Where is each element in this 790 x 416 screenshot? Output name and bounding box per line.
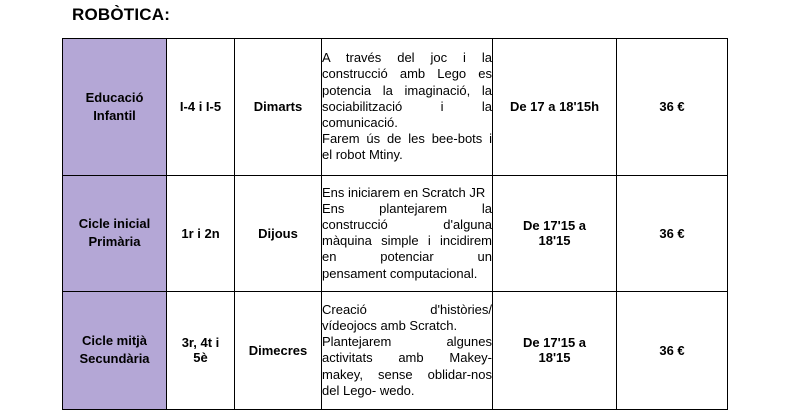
description-line: construcció d'alguna (322, 217, 492, 232)
description-line: potencia la imaginació, la (322, 82, 492, 98)
level-line: Cicle mitjà (81, 333, 148, 349)
group-line: 3r, 4t i (181, 335, 220, 351)
description-line: pensament computacional. (322, 265, 478, 281)
group-cell: 1r i 2n (167, 175, 235, 291)
description-line: en potenciar un (322, 249, 492, 265)
description-cell (322, 175, 493, 291)
description-line: vídeojocs amb Scratch. (322, 317, 458, 333)
description-line: del Lego- wedo. (322, 382, 415, 398)
price-cell: 36 € (617, 175, 728, 291)
day-cell: Dimarts (235, 39, 322, 176)
group-cell: I-4 i I-5 (167, 39, 235, 176)
price-cell: 36 € (617, 39, 728, 176)
day-cell: Dijous (235, 175, 322, 291)
level-line: Primària (88, 234, 141, 250)
level-line: Secundària (79, 351, 150, 367)
description-line: makey, sense oblidar-nos (322, 366, 492, 382)
description-line: sociabilització i la (322, 98, 492, 114)
description-line: Ens iniciarem en Scratch JR (322, 184, 486, 200)
description-line: Plantejarem algunes (322, 334, 492, 350)
description-line: construcció amb Lego es (322, 66, 492, 82)
time-line: De 17 a 18'15h (509, 99, 600, 115)
level-line: Infantil (93, 107, 136, 123)
description-line: activitats amb Makey- (322, 350, 492, 366)
time-cell (493, 39, 617, 176)
description-line: A través del joc i la (322, 50, 492, 66)
description-line: Ens plantejarem la (322, 200, 492, 216)
description-line: Creació d'històries/ (322, 301, 492, 317)
time-line: 18'15 (538, 350, 571, 366)
level-cell (63, 39, 167, 176)
time-line: De 17'15 a (522, 335, 587, 351)
time-line: 18'15 (538, 233, 571, 249)
level-line: Cicle inicial (78, 216, 151, 232)
description-line: comunicació. (322, 114, 398, 130)
table-row (63, 175, 728, 291)
page-heading: ROBÒTICA: (72, 5, 171, 24)
robotics-schedule-table (62, 38, 728, 410)
table-row (63, 39, 728, 176)
time-line: De 17'15 a (522, 218, 587, 234)
level-cell (63, 175, 167, 291)
table-row (63, 291, 728, 409)
time-cell (493, 291, 617, 409)
description-cell (322, 291, 493, 409)
price-cell: 36 € (617, 291, 728, 409)
group-cell (167, 291, 235, 409)
day-cell: Dimecres (235, 291, 322, 409)
group-line: 5è (193, 350, 208, 366)
description-line: el robot Mtiny. (322, 147, 403, 163)
description-line: màquina simple i incidirem (322, 233, 492, 249)
level-line: Educació (85, 89, 144, 105)
description-line: Farem ús de les bee-bots i (322, 131, 492, 147)
time-cell (493, 175, 617, 291)
description-cell (322, 39, 493, 176)
level-cell (63, 291, 167, 409)
